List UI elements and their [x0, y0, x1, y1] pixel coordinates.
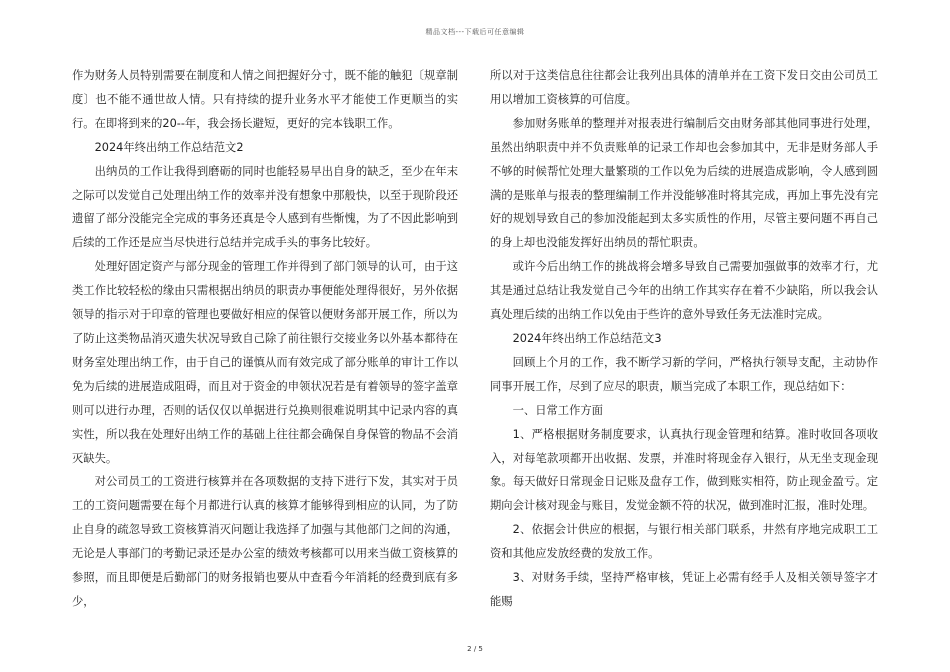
page-number: 2 / 5 — [467, 645, 483, 653]
paragraph: 出纳员的工作让我得到磨砺的同时也能轻易早出自身的缺乏，至少在年末之际可以发觉自己处理出纳工作的效率并没有想象中那般快，以至于现阶段还遗留了部分没能完全完成的事务还真是令人感到有些惭愧，为了不因此影响到后续的工作还是应当尽快进行总结并完成手头的事务比较好。 — [72, 164, 458, 250]
paragraph: 所以对于这类信息往往都会让我列出具体的清单并在工资下发日交由公司员工用以增加工资核算的可信度。 — [490, 69, 878, 106]
section-heading: 2024年终出纳工作总结范文2 — [94, 140, 244, 154]
left-column — [72, 64, 458, 614]
subsection-heading: 一、日常工作方面 — [512, 403, 603, 417]
page-header: 精品文档---下载后可任意编辑 — [425, 28, 525, 36]
paragraph: 参加财务账单的整理并对报表进行编制后交由财务部其他同事进行处理，虽然出纳职责中并不负责账单的记录工作却也会参加其中，无非是财务部人手不够的时候帮忙处理大量繁琐的工作以免为后续的进展造成影响，令人感到圆满的是账单与报表的整理编制工作并没能够准时将其完成，再加上事先没有完好的规划导致自己的参加没能起到太多实质性的作用，尽管主要问题不再自己的身上却也没能发挥好出纳员的帮忙职责。 — [490, 116, 878, 250]
paragraph: 作为财务人员特别需要在制度和人情之间把握好分寸，既不能的触犯〔规章制度〕也不能不通世故人情。只有持续的提升业务水平才能使工作更顺当的实行。在即将到来的20--年，我会扬长避短，更好的完本钱职工作。 — [72, 69, 458, 130]
paragraph: 1、严格根据财务制度要求，认真执行现金管理和结算。准时收回各项收入，对每笔款项都开出收据、发票，并准时将现金存入银行，从无坐支现金现象。每天做好日常现金日记账及盘存工作，做到账实相符，防止现金盈亏。定期向会计核对现金与账目，发觉金额不符的状况，做到准时汇报，准时处理。 — [490, 427, 878, 513]
paragraph: 处理好固定资产与部分现金的管理工作并得到了部门领导的认可，由于这类工作比较轻松的缘由只需根据出纳员的职责办事便能处理得很好，另外依据领导的指示对于印章的管理也要做好相应的保管以便财务部开展工作，所以为了防止这类物品消灭遗失状况导致自己除了前往银行交接业务以外基本都待在财务室处理出纳工作，由于自己的谨慎从而有效完成了部分账单的审计工作以免为后续的进展造成阻碍，而且对于资金的申领状况若是有着领导的签字盖章则可以进行办理，否则的话仅仅以单据进行兑换则很难说明其中记录内容的真实性，所以我在处理好出纳工作的基础上往往都会确保自身保管的物品不会消灭缺失。 — [72, 260, 458, 465]
section-heading: 2024年终出纳工作总结范文3 — [512, 331, 662, 345]
paragraph: 2、依据会计供应的根据，与银行相关部门联系，井然有序地完成职工工资和其他应发放经费的发放工作。 — [490, 523, 878, 561]
paragraph: 对公司员工的工资进行核算并在各项数据的支持下进行下发，其实对于员工的工资问题需要在每个月都进行认真的核算才能够得到相应的认同，为了防止自身的疏忽导致工资核算消灭问题让我选择了加强与其他部门之间的沟通，无论是人事部门的考勤记录还是办公室的绩效考核都可以用来当做工资核算的参照，而且即便是后勤部门的财务报销也要从中查看今年消耗的经费到底有多少， — [72, 475, 458, 608]
paragraph: 或许今后出纳工作的挑战将会增多导致自己需要加强做事的效率才行，尤其是通过总结让我发觉自己今年的出纳工作其实存在着不少缺陷，所以我会认真处理后续的出纳工作以免由于些许的意外导致任务无法准时完成。 — [490, 260, 878, 322]
paragraph: 回顾上个月的工作，我不断学习新的学问，严格执行领导支配，主动协作同事开展工作，尽到了应尽的职责，顺当完成了本职工作，现总结如下： — [490, 355, 878, 393]
right-column — [490, 64, 878, 614]
paragraph: 3、对财务手续，坚持严格审核，凭证上必需有经手人及相关领导签字才能赐 — [490, 571, 878, 608]
